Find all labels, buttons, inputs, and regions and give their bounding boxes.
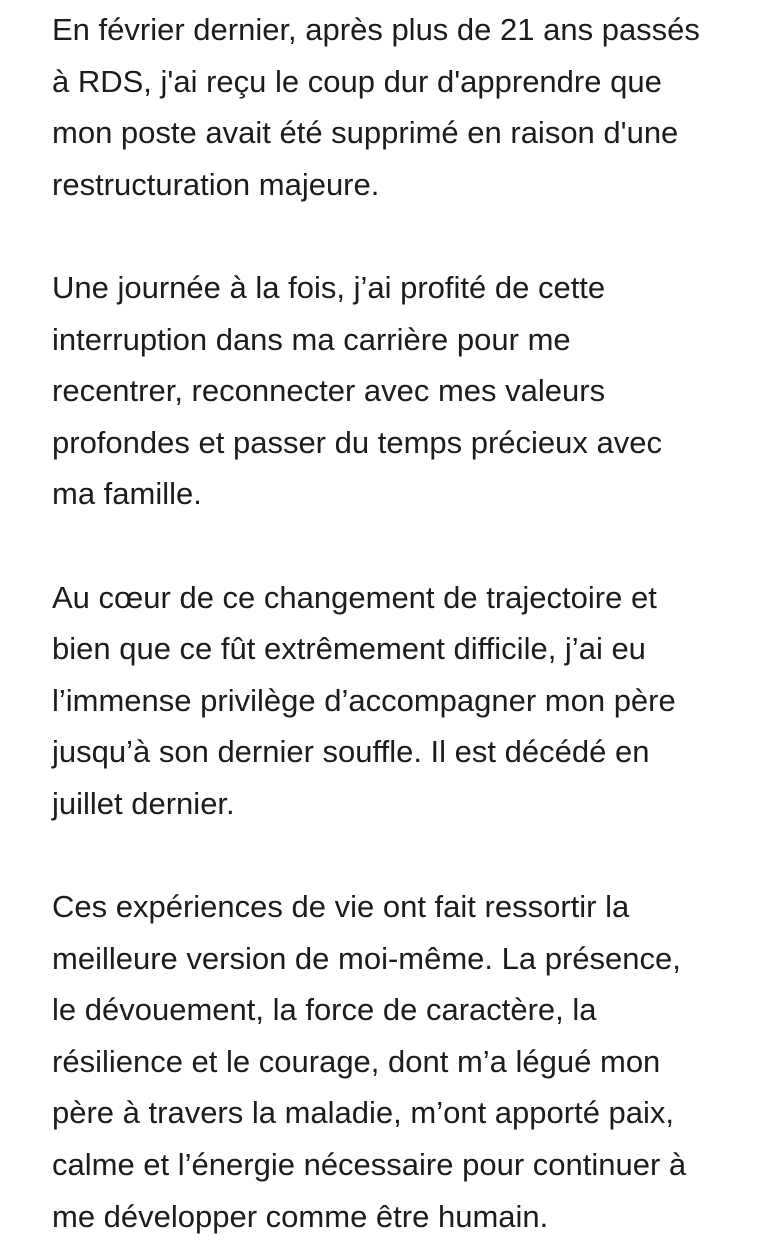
paragraph-2 [52,262,772,520]
paragraph-gap [52,210,772,262]
paragraph-4 [52,881,772,1242]
text-line: à RDS, j'ai reçu le coup dur d'apprendre que [52,63,662,99]
text-line: bien que ce fût extrêmement difficile, j’ai eu [52,631,646,667]
text-line: mon poste avait été supprimé en raison d'une [52,115,679,151]
text-line: résilience et le courage, dont m’a légué mon [52,1043,661,1079]
text-line: calme et l’énergie nécessaire pour continuer à [52,1147,687,1183]
text-line: meilleure version de moi-même. La présence, [52,940,681,976]
text-line: recentrer, reconnecter avec mes valeurs [52,373,606,409]
text-line: profondes et passer du temps précieux avec [52,424,663,460]
text-line: jusqu’à son dernier souffle. Il est décédé en [52,734,650,770]
paragraph-1 [52,4,772,210]
text-line: Une journée à la fois, j’ai profité de cette [52,269,606,305]
paragraph-gap [52,830,772,882]
text-line: père à travers la maladie, m’ont apporté paix, [52,1095,675,1131]
text-line: restructuration majeure. [52,166,380,202]
text-line: En février dernier, après plus de 21 ans passés [52,12,700,47]
paragraph-3 [52,572,772,830]
text-line: Ces expériences de vie ont fait ressortir la [52,889,630,925]
note-body [52,4,772,1242]
text-line: l’immense privilège d’accompagner mon père [52,682,676,718]
paragraph-gap [52,520,772,572]
text-line: me développer comme être humain. [52,1198,549,1234]
text-line: interruption dans ma carrière pour me [52,321,571,357]
text-line: ma famille. [52,476,202,512]
text-line: Au cœur de ce changement de trajectoire et [52,579,657,615]
text-line: juillet dernier. [52,785,235,821]
text-line: le dévouement, la force de caractère, la [52,992,597,1028]
